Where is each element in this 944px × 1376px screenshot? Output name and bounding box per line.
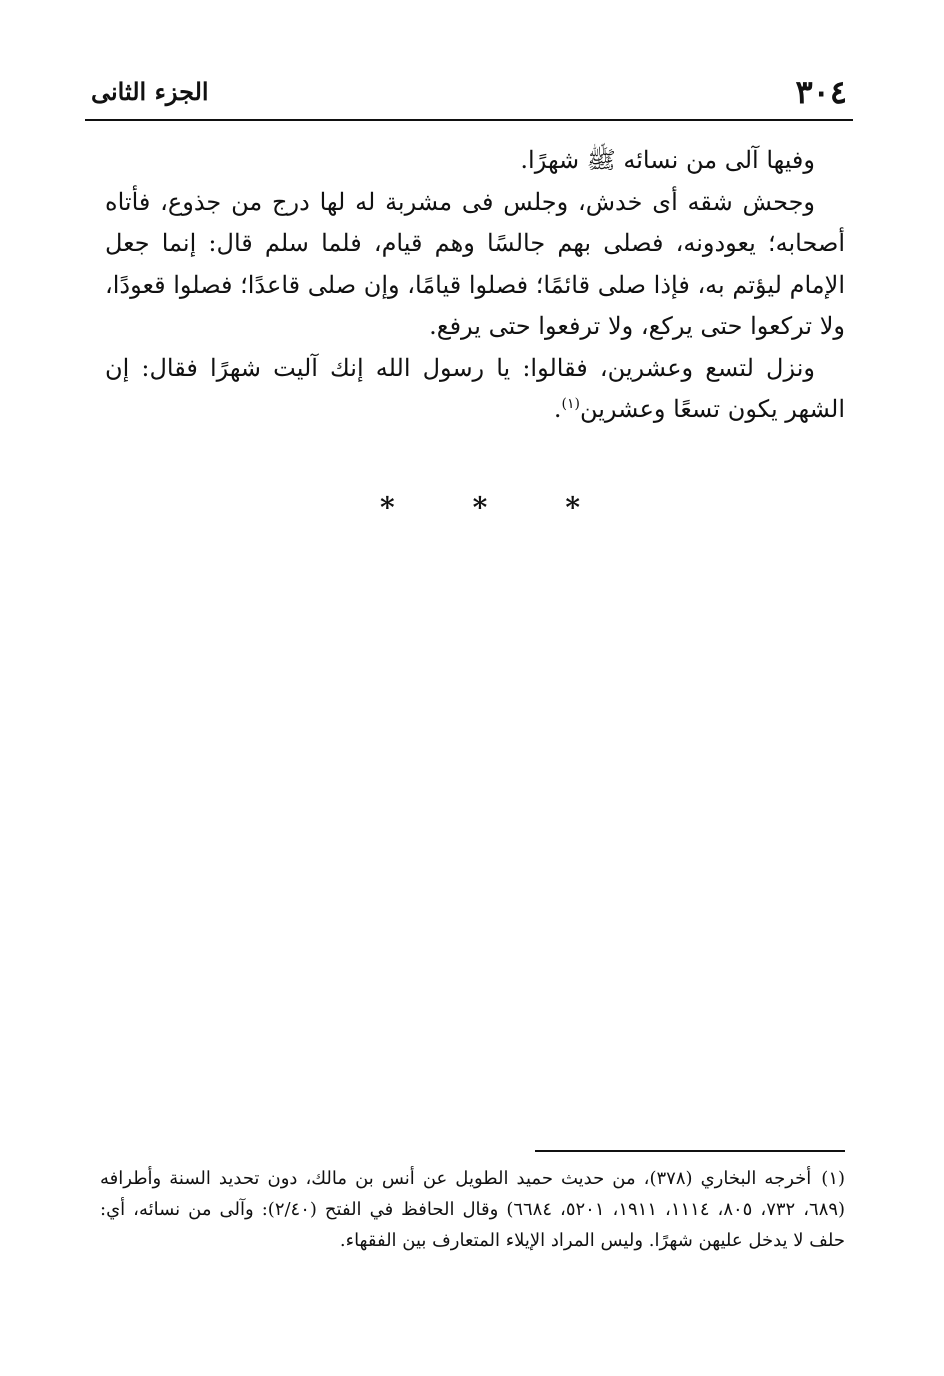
header-rule [85,119,853,121]
paragraph: وفيها آلى من نسائه ﷺ شهرًا. [520,146,815,174]
footnote-number: (١) [821,1168,846,1189]
footnote [100,1163,845,1256]
footnote-marker: (١) [561,396,580,412]
body-text [105,140,845,431]
section-separator [380,488,580,528]
asterisk: * [380,491,395,524]
footnotes [100,1163,845,1256]
footnote-text: أخرجه البخاري (٣٧٨)، من حديث حميد الطويل عن أنس بن مالك، دون تحديد السنة وأطرافه (٦٨٩، ٧٣٢، ٨٠٥، ١١١٤، ١٩١١، ٥٢٠١، ٦٦٨٤) وقال الحافظ في الفتح (٢/٤٠): وآلى من نسائه، أي: حلف لا يدخل عليهن شهرًا. وليس المراد الإيلاء المتعارف بين الفقهاء. [100,1168,846,1251]
asterisk: * [565,491,580,524]
paragraph: وجحش شقه أى خدش، وجلس فى مشربة له لها درج من جذوع، فأتاه أصحابه؛ يعودونه، فصلى بهم جالسًا وهم قيام، فلما سلم قال: إنما جعل الإمام ليؤتم به، فإذا صلى قائمًا؛ فصلوا قيامًا، وإن صلى قاعدًا؛ فصلوا قعودًا، ولا تركعوا حتى يركع، ولا ترفعوا حتى يرفع. [105,187,845,340]
paragraph-last [105,348,845,431]
running-title: الجزء الثانى [91,77,209,106]
asterisk: * [472,491,488,524]
page-number: ٣٠٤ [795,73,847,111]
page-header [85,68,853,118]
paragraph-end: . [553,395,562,423]
footnote-rule [535,1150,845,1152]
paragraph-text: ونزل لتسع وعشرين، فقالوا: يا رسول الله إنك آليت شهرًا فقال: إن الشهر يكون تسعًا وعشرين [105,353,845,423]
